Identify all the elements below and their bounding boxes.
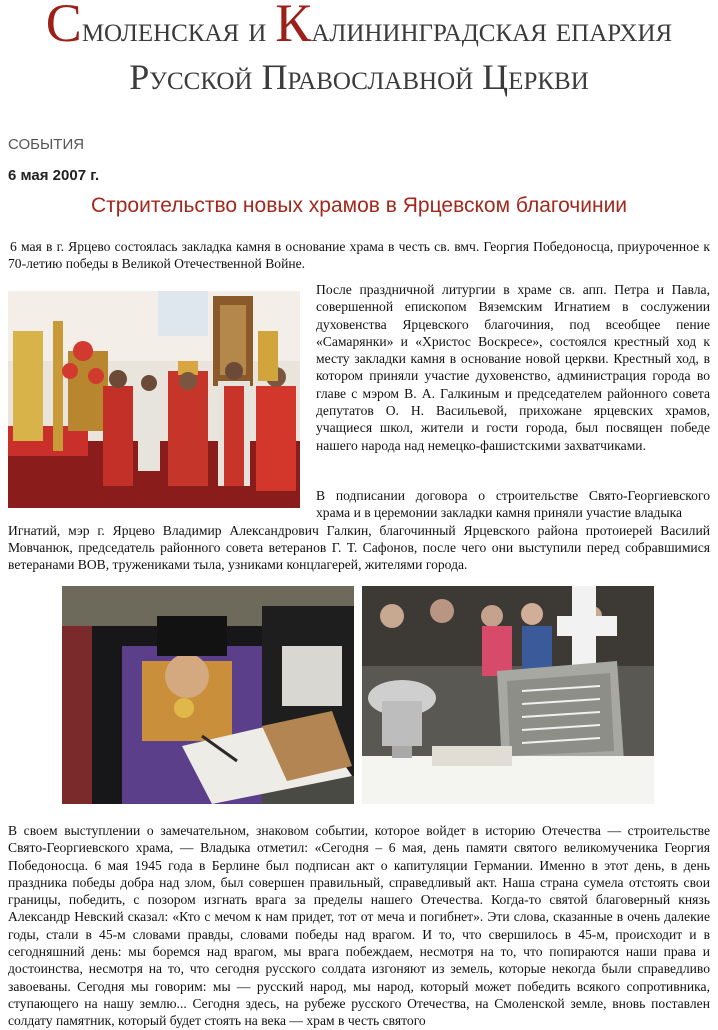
paragraph-2: После праздничной литургии в храме св. апп. Петра и Павла, совершенной епископом Вяземским Игнатием в сослужении духовенства Ярцевского благочиния, под всеобщее пение «Самарянки» и «Христос Воскресе», состоялся крестный ход к месту закладки камня в основание новой церкви. Крестный ход, в котором приняли участие духовенство, администрация города во главе с мэром В. А. Галкиным и председателем районного совета депутатов О. Н. Васильевой, прихожане ярцевских храмов, учащиеся школ, жители и гости города, был посвящен победе нашего народа над немецко-фашистскими захватчиками.	[316, 282, 710, 453]
masthead	[0, 0, 718, 110]
article-date: 6 мая 2007 г.	[8, 167, 100, 184]
photo-signing	[62, 586, 354, 804]
masthead-line-1	[0, 0, 718, 53]
masthead-line-1-part-a: моленская и	[81, 9, 276, 49]
paragraph-4: В своем выступлении о замечательном, знаковом событии, которое войдет в историю Отечества — строительстве Свято-Георгиевского храма, — Владыка отметил: «Сегодня – 6 мая, день памяти святого великомученика Георгия Победоносца. 6 мая 1945 года в Берлине был подписан акт о капитуляции Германии. Именно в этот день, в день праздника победы добра над злом, был совершен правильный, справедливый акт. Наша страна сумела отстоять свои границы, победить, с позором изгнать врага за пределы нашего Отечества. Когда-то святой благоверный князь Александр Невский сказал: «Кто с мечом к нам придет, тот от меча и погибнет». Эти слова, сказанные в очень далекие годы, стали в 45-м словами правды, словами победы над врагом. И то, что свершилось в 45-м, происходит и в сегодняшний день: мы боремся над врагом, мы врага побеждаем, несмотря на то, что попираются наши права и достоинства, несмотря на то, что сегодня русского солдата изгоняют из земель, которые некогда были справедливо завоеваны. Сегодня мы говорим: мы — русский народ, мы народ, который может победить всякого сопротивника, ступающего на нашу землю... Сегодня здесь, на рубеже русского Отечества, на Смоленской земле, вновь поставлен солдату памятник, который будет стоять на века — храм в честь святого	[8, 823, 710, 1029]
paragraph-1: 6 мая в г. Ярцево состоялась закладка камня в основание храма в честь св. вмч. Георгия Победоносца, приуроченное к 70-летию победы в Великой Отечественной Войне.	[8, 239, 710, 272]
paragraph-3-lead: В подписании договора о строительстве Свято-Георгиевского храма и в церемонии закладки камня приняли участие владыка	[316, 488, 710, 521]
masthead-line-2: Русской Православной Церкви	[129, 57, 589, 97]
paragraph-3-rest: Игнатий, мэр г. Ярцево Владимир Александрович Галкин, благочинный Ярцевского района протоиерей Василий Мовчанюк, председатель районного совета ветеранов Г. Т. Сафонов, после чего они выступили перед собравшимися ветеранами ВОВ, тружениками тыла, узниками концлагерей, жителями города.	[8, 522, 710, 573]
paragraph-3	[8, 487, 710, 573]
photo-foundation-stone-image	[362, 586, 654, 804]
masthead-line-1-part-b: алининградская епархия	[311, 9, 673, 49]
masthead-initial-k: К	[275, 0, 312, 53]
photo-liturgy-image	[8, 291, 300, 508]
photo-foundation-stone	[362, 586, 654, 804]
section-label[interactable]: СОБЫТИЯ	[8, 136, 85, 153]
photo-liturgy	[8, 291, 300, 508]
masthead-initial-s: С	[45, 0, 82, 53]
photo-signing-image	[62, 586, 354, 804]
article-headline: Строительство новых храмов в Ярцевском благочинии	[90, 194, 628, 217]
